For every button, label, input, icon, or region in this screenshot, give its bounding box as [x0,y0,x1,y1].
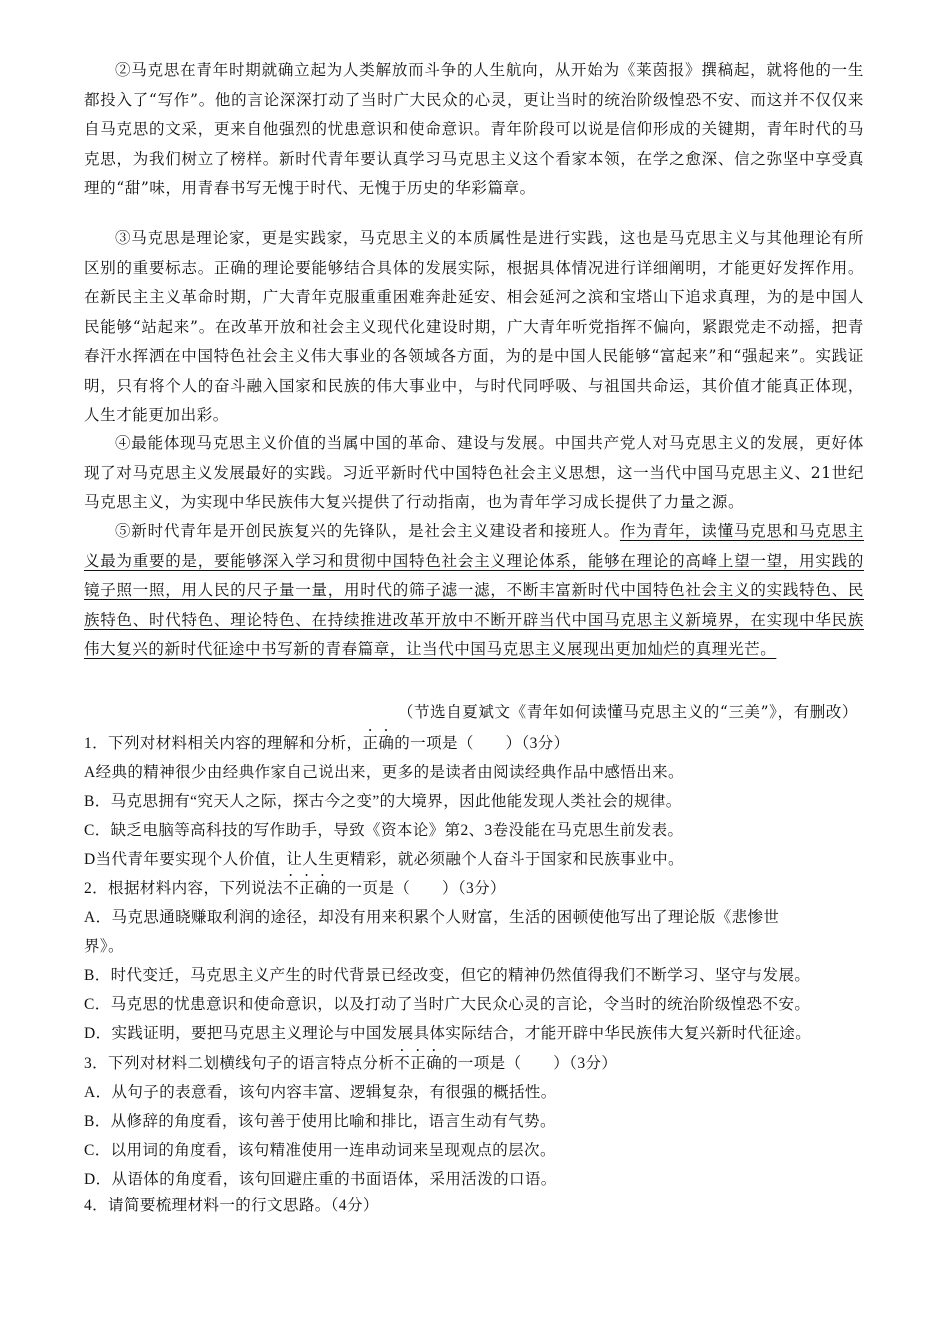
underlined-sentence: 作为青年，读懂马克思和马克思主义最为重要的是，要能够深入学习和贯彻中国特色社会主义理论体系，能够在理论的高峰上望一望，用实践的镜子照一照，用人民的尺子量一量，用时代的筛子滤一滤，不断丰富新时代中国特色社会主义的实践特色、民族特色、时代特色、理论特色、在持续推进改革开放中不断开辟当代中国马克思主义新境界，在实现中华民族伟大复兴的新时代征途中书写新的青春篇章，让当代中国马克思主义展现出更加灿烂的真理光芒。 [84,522,864,658]
question-stem-text: 4．请简要梳理材料一的行文思路。（4分） [84,1197,379,1214]
option-a: A．从句子的表意看，该句内容丰富、逻辑复杂，有很强的概括性。 [84,1084,557,1101]
option-d: D当代青年要实现个人价值，让人生更精彩，就必须融个人奋斗于国家和民族事业中。 [84,851,684,868]
question-3-stem [84,1046,864,1078]
question-4-stem [84,1191,864,1220]
paragraph-3: ③马克思是理论家，更是实践家，马克思主义的本质属性是进行实践，这也是马克思主义与其他理论有所区别的重要标志。正确的理论要能够结合具体的发展实际，根据具体情况进行详细阐明，才能更好发挥作用。在新民主主义革命时期，广大青年克服重重困难奔赴延安、相会延河之滨和宝塔山下追求真理，为的是中国人民能够“站起来”。在改革开放和社会主义现代化建设时期，广大青年听党指挥不偏向，紧跟党走不动摇，把青春汗水挥洒在中国特色社会主义伟大事业的各领域各方面，为的是中国人民能够“富起来”和“强起来”。实践证明，只有将个人的奋斗融入国家和民族的伟大事业中，与时代同呼吸、与祖国共命运，其价值才能真正体现，人生才能更加出彩。 [84,229,864,424]
question-stem-text: 1．下列对材料相关内容的理解和分析， [84,735,363,752]
question-3 [84,1046,864,1194]
question-4 [84,1191,864,1220]
option-b: B．时代变迁，马克思主义产生的时代背景已经改变，但它的精神仍然值得我们不断学习、坚守与发展。 [84,967,811,984]
question-stem-text: 的一页是（ ）（3分） [330,880,506,897]
question-2-stem [84,871,864,903]
question-stem-text: 3．下列对材料二划横线句子的语言特点分析 [84,1055,395,1072]
paragraph-5-intro: ⑤新时代青年是开创民族复兴的先锋队，是社会主义建设者和接班人。 [115,522,620,540]
option-d: D．实践证明，要把马克思主义理论与中国发展具体实际结合，才能开辟中华民族伟大复兴新时代征途。 [84,1025,812,1042]
option-a-continued: 界》。 [84,938,124,955]
emphasis-word: 正确 [362,735,395,752]
option-c: C．缺乏电脑等高科技的写作助手，导致《资本论》第2、3卷没能在马克思生前发表。 [84,822,684,839]
question-stem-text: 的一项是（ ）（3分） [441,1055,618,1072]
source-citation: （节选自夏斌文《青年如何读懂马克思主义的“三美”》，有删改） [397,703,858,721]
paragraph-2: ②马克思在青年时期就确立起为人类解放而斗争的人生航向，从开始为《莱茵报》撰稿起，就将他的一生都投入了“写作”。他的言论深深打动了当时广大民众的心灵，更让当时的统治阶级惶恐不安、而这并不仅仅来自马克思的文采，更来自他强烈的忧患意识和使命意识。青年阶段可以说是信仰形成的关键期，青年时代的马克思，为我们树立了榜样。新时代青年要认真学习马克思主义这个看家本领，在学之愈深、信之弥坚中享受真理的“甜”味，用青春书写无愧于时代、无愧于历史的华彩篇章。 [84,61,864,197]
question-stem-text: 的一项是（ ）（3分） [394,735,570,752]
paragraph-5 [84,517,864,665]
option-c: C．马克思的忧患意识和使命意识，以及打动了当时广大民众心灵的言论，令当时的统治阶级惶恐不安。 [84,996,811,1013]
question-1 [84,726,864,874]
question-1-stem [84,726,864,758]
emphasis-word: 不正确 [282,880,331,897]
option-a: A经典的精神很少由经典作家自己说出来，更多的是读者由阅读经典作品中感悟出来。 [84,764,684,781]
emphasis-word: 不正确 [394,1055,442,1072]
option-a: A．马克思通晓赚取利润的途径，却没有用来积累个人财富，生活的困顿使他写出了理论版《悲惨世 [84,909,780,926]
option-b: B．马克思拥有“究天人之际，探古今之变”的大境界，因此他能发现人类社会的规律。 [84,793,682,810]
question-2 [84,871,864,1048]
option-d: D．从语体的角度看，该句回避庄重的书面语体，采用活泼的口语。 [84,1171,557,1188]
option-c: C．以用词的角度看，该句精准使用一连串动词来呈现观点的层次。 [84,1142,556,1159]
option-b: B．从修辞的角度看，该句善于使用比喻和排比，语言生动有气势。 [84,1113,556,1130]
paragraph-4: ④最能体现马克思主义价值的当属中国的革命、建设与发展。中国共产党人对马克思主义的发展，更好体现了对马克思主义发展最好的实践。习近平新时代中国特色社会主义思想，这一当代中国马克思主义、21世纪马克思主义，为实现中华民族伟大复兴提供了行动指南，也为青年学习成长提供了力量之源。 [84,434,864,511]
question-stem-text: 2．根据材料内容，下列说法 [84,880,283,897]
